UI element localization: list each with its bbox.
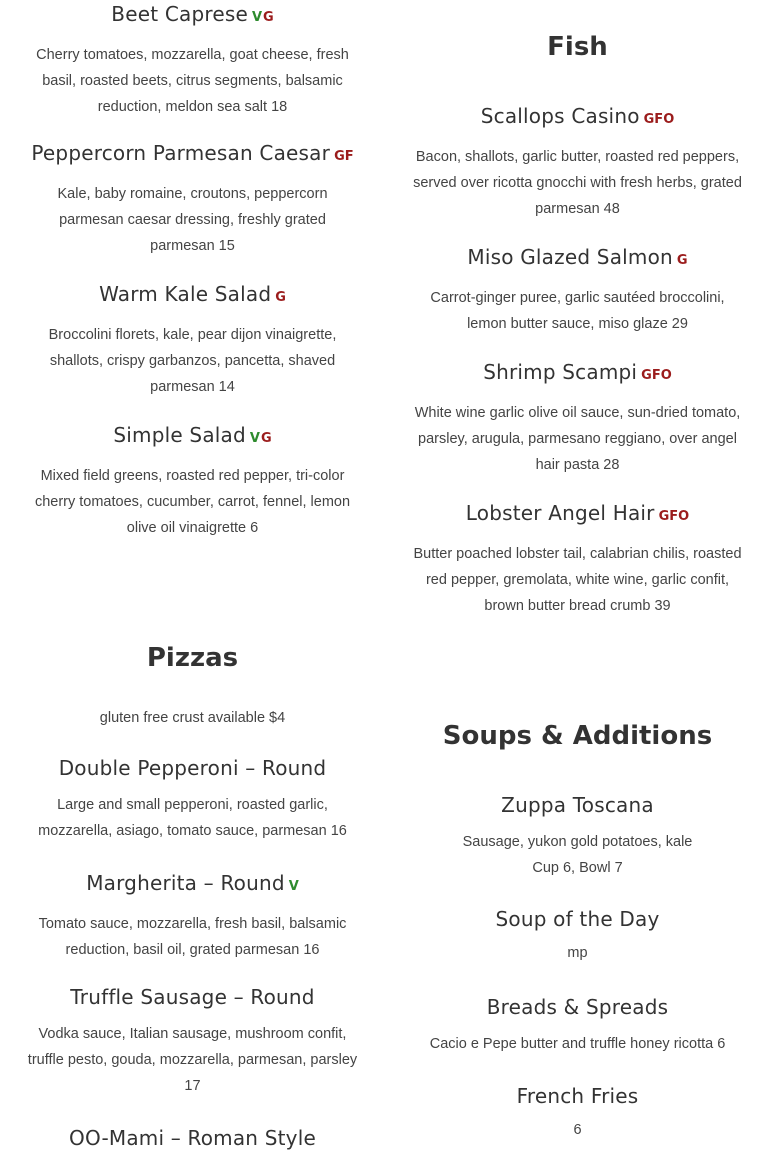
- gluten-free-option-tag: GFO: [643, 112, 675, 127]
- item-description: 6: [573, 1122, 582, 1138]
- item-name: Beet Caprese VG: [111, 2, 274, 26]
- item-name: OO-Mami – Roman Style: [69, 1126, 316, 1150]
- item-description: White wine garlic olive oil sauce, sun-dried tomato, parsley, arugula, parmesano reggiano, over angel hair pasta 28: [414, 405, 741, 473]
- item-name: Double Pepperoni – Round: [58, 756, 327, 780]
- menu-item-breads-spreads: [385, 993, 770, 1057]
- item-name: Zuppa Toscana: [501, 793, 654, 817]
- gluten-free-option-tag: GFO: [658, 509, 690, 524]
- menu-item-soup-of-the-day: [385, 905, 770, 966]
- menu-item-truffle-sausage: [0, 983, 385, 1099]
- gluten-tag: G: [275, 290, 286, 305]
- item-description: Cacio e Pepe butter and truffle honey ricotta 6: [429, 1036, 726, 1052]
- menu-item-shrimp-scampi: [385, 358, 770, 478]
- gluten-tag: G: [260, 431, 272, 446]
- menu-item-simple-salad: [0, 421, 385, 541]
- item-description: Sausage, yukon gold potatoes, kale Cup 6, Bowl 7: [462, 834, 693, 876]
- menu-item-double-pepperoni: [0, 754, 385, 844]
- gluten-free-tag: GF: [334, 149, 354, 164]
- menu-item-zuppa-toscana: [385, 791, 770, 881]
- item-description: Bacon, shallots, garlic butter, roasted red peppers, served over ricotta gnocchi with fresh herbs, grated parmesan 48: [413, 149, 742, 217]
- item-name: Scallops Casino GFO: [480, 104, 675, 128]
- item-name: Peppercorn Parmesan Caesar GF: [31, 141, 354, 165]
- item-description: Carrot-ginger puree, garlic sautéed broccolini, lemon butter sauce, miso glaze 29: [430, 290, 725, 332]
- vegetarian-tag: V: [251, 10, 263, 25]
- section-title-fish: Fish: [547, 32, 608, 62]
- vegetarian-tag: V: [249, 431, 260, 446]
- item-description: Kale, baby romaine, croutons, peppercorn parmesan caesar dressing, freshly grated parmesan 15: [57, 186, 328, 254]
- item-name: Margherita – Round V: [86, 871, 299, 895]
- item-description: mp: [567, 945, 588, 961]
- item-description: Tomato sauce, mozzarella, fresh basil, balsamic reduction, basil oil, grated parmesan 16: [38, 916, 347, 958]
- section-title-soups-additions: Soups & Additions: [442, 721, 713, 751]
- menu-item-oo-mami: [0, 1124, 385, 1152]
- item-description: Mixed field greens, roasted red pepper, tri-color cherry tomatoes, cucumber, carrot, fennel, lemon olive oil vinaigrette 6: [34, 468, 351, 536]
- menu-item-lobster-angel-hair: [385, 499, 770, 619]
- item-name: Breads & Spreads: [486, 995, 669, 1019]
- item-name: Soup of the Day: [495, 907, 660, 931]
- menu-item-scallops-casino: [385, 102, 770, 222]
- item-name: French Fries: [516, 1084, 639, 1108]
- menu-item-peppercorn-parmesan-caesar: [0, 139, 385, 259]
- item-description: Broccolini florets, kale, pear dijon vinaigrette, shallots, crispy garbanzos, pancetta, shaved parmesan 14: [48, 327, 337, 395]
- menu-item-beet-caprese: [0, 0, 385, 120]
- menu-item-french-fries: [385, 1082, 770, 1143]
- gluten-free-option-tag: GFO: [641, 368, 672, 383]
- gluten-tag: G: [676, 253, 688, 268]
- item-name: Warm Kale Salad G: [99, 282, 286, 306]
- menu-item-miso-glazed-salmon: [385, 243, 770, 337]
- item-name: Simple Salad VG: [113, 423, 272, 447]
- menu-item-warm-kale-salad: [0, 280, 385, 400]
- pizzas-note: gluten free crust available $4: [99, 710, 286, 726]
- item-description: Large and small pepperoni, roasted garlic, mozzarella, asiago, tomato sauce, parmesan 16: [38, 797, 347, 839]
- item-name: Miso Glazed Salmon G: [467, 245, 688, 269]
- gluten-tag: G: [263, 10, 274, 25]
- item-description: Vodka sauce, Italian sausage, mushroom confit, truffle pesto, gouda, mozzarella, parmesan, parsley 17: [27, 1026, 358, 1094]
- item-name: Truffle Sausage – Round: [70, 985, 315, 1009]
- item-description: Cherry tomatoes, mozzarella, goat cheese, fresh basil, roasted beets, citrus segments, balsamic reduction, meldon sea salt 18: [36, 47, 349, 115]
- item-name: Shrimp Scampi GFO: [483, 360, 672, 384]
- menu-item-margherita: [0, 869, 385, 963]
- item-name: Lobster Angel Hair GFO: [465, 501, 690, 525]
- section-title-pizzas: Pizzas: [146, 643, 239, 673]
- item-description: Butter poached lobster tail, calabrian chilis, roasted red pepper, gremolata, white wine, garlic confit, brown butter bread crumb 39: [413, 546, 742, 614]
- vegetarian-tag: V: [288, 879, 299, 894]
